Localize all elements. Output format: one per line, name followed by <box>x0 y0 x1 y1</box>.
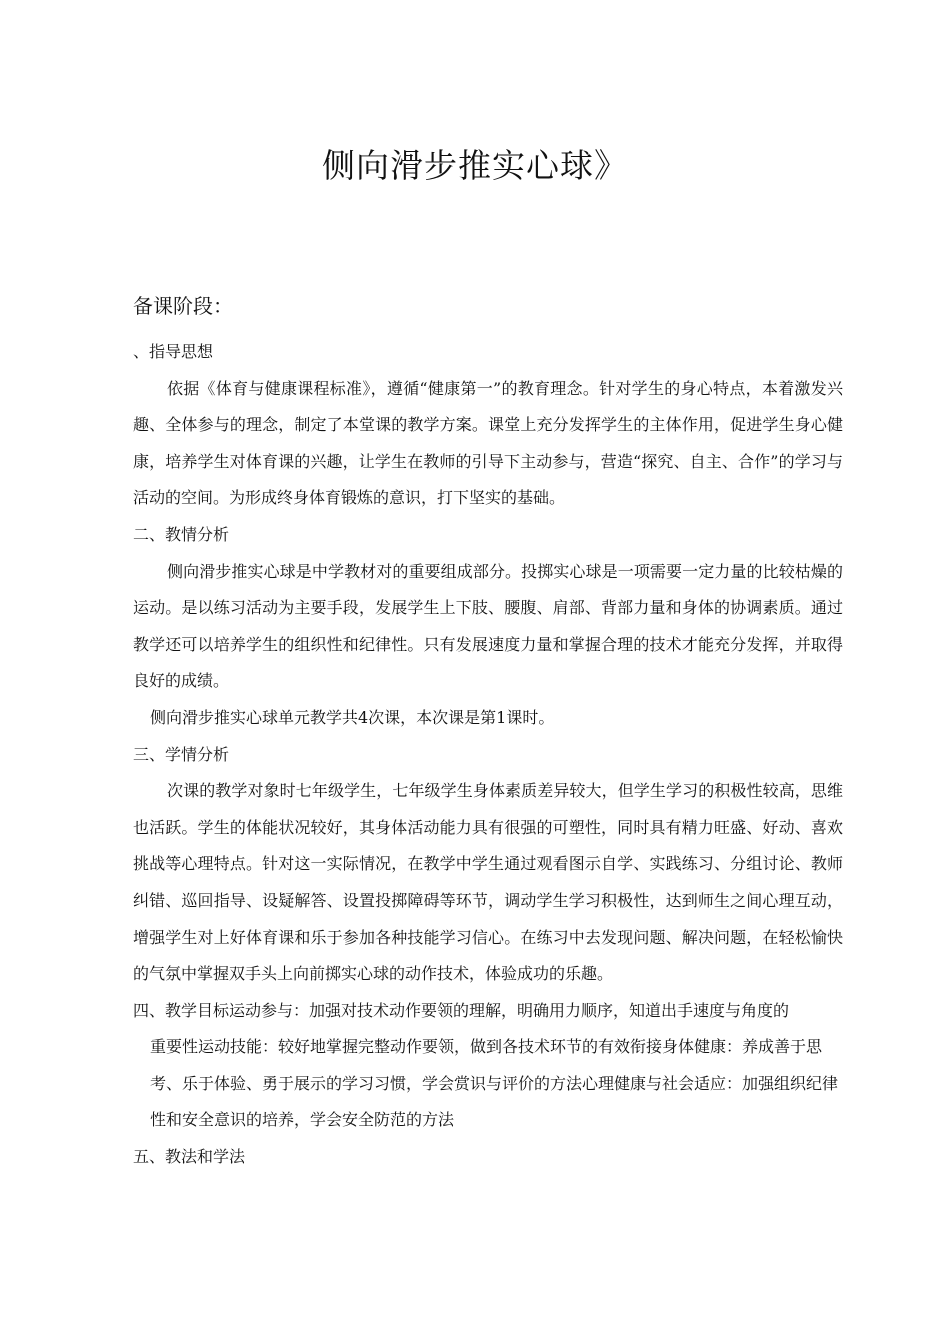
section-paragraph-teaching-analysis: 侧向滑步推实心球是中学教材对的重要组成部分。投掷实心球是一项需要一定力量的比较枯燥的运动。是以练习活动为主要手段，发展学生上下肢、腰腹、肩部、背部力量和身体的协调素质。通过教学还可以培养学生的组织性和纪律性。只有发展速度力量和掌握合理的技术才能充分发挥，并取得良好的成绩。 <box>133 561 843 691</box>
section-paragraph-teaching-goals: 重要性运动技能：较好地掌握完整动作要领，做到各技术环节的有效衔接身体健康：养成善于思考、乐于体验、勇于展示的学习习惯，学会赏识与评价的方法心理健康与社会适应：加强组织纪律性和安全意识的培养，学会安全防范的方法 <box>150 1037 839 1130</box>
section-paragraph-guiding-idea: 依据《体育与健康课程标准》，遵循“健康第一”的教育理念。针对学生的身心特点，本着激发兴趣、全体参与的理念，制定了本堂课的教学方案。课堂上充分发挥学生的主体作用，促进学生身心健康，培养学生对体育课的兴趣，让学生在教师的引导下主动参与，营造“探究、自主、合作”的学习与活动的空间。为形成终身体育锻炼的意识，打下坚实的基础。 <box>133 378 843 508</box>
section-paragraph-student-analysis: 次课的教学对象时七年级学生，七年级学生身体素质差异较大，但学生学习的积极性较高，思维也活跃。学生的体能状况较好，其身体活动能力具有很强的可塑性，同时具有精力旺盛、好动、喜欢挑战等心理特点。针对这一实际情况，在教学中学生通过观看图示自学、实践练习、分组讨论、教师纠错、巡回指导、设疑解答、设置投掷障碍等环节，调动学生学习积极性，达到师生之间心理互动，增强学生对上好体育课和乐于参加各种技能学习信心。在练习中去发现问题、解决问题，在轻松愉快的气氛中掌握双手头上向前掷实心球的动作技术，体验成功的乐趣。 <box>133 781 843 984</box>
section-heading-teaching-analysis: 二、教情分析 <box>133 524 230 544</box>
section-heading-guiding-idea: 、指导思想 <box>133 342 214 361</box>
document-body <box>133 334 843 1176</box>
stage-heading: 备课阶段： <box>133 294 233 318</box>
section-teaching-goals <box>133 993 843 1139</box>
section-heading-teaching-goals: 四、教学目标运动参与：加强对技术动作要领的理解，明确用力顺序，知道出手速度与角度的 <box>133 1000 790 1020</box>
document-title: 侧向滑步推实心球》 <box>322 146 628 185</box>
section-note-lesson-count: 侧向滑步推实心球单元教学共4次课，本次课是第1课时。 <box>150 707 555 727</box>
section-heading-methods: 五、教法和学法 <box>133 1147 246 1167</box>
section-heading-student-analysis: 三、学情分析 <box>133 744 230 764</box>
